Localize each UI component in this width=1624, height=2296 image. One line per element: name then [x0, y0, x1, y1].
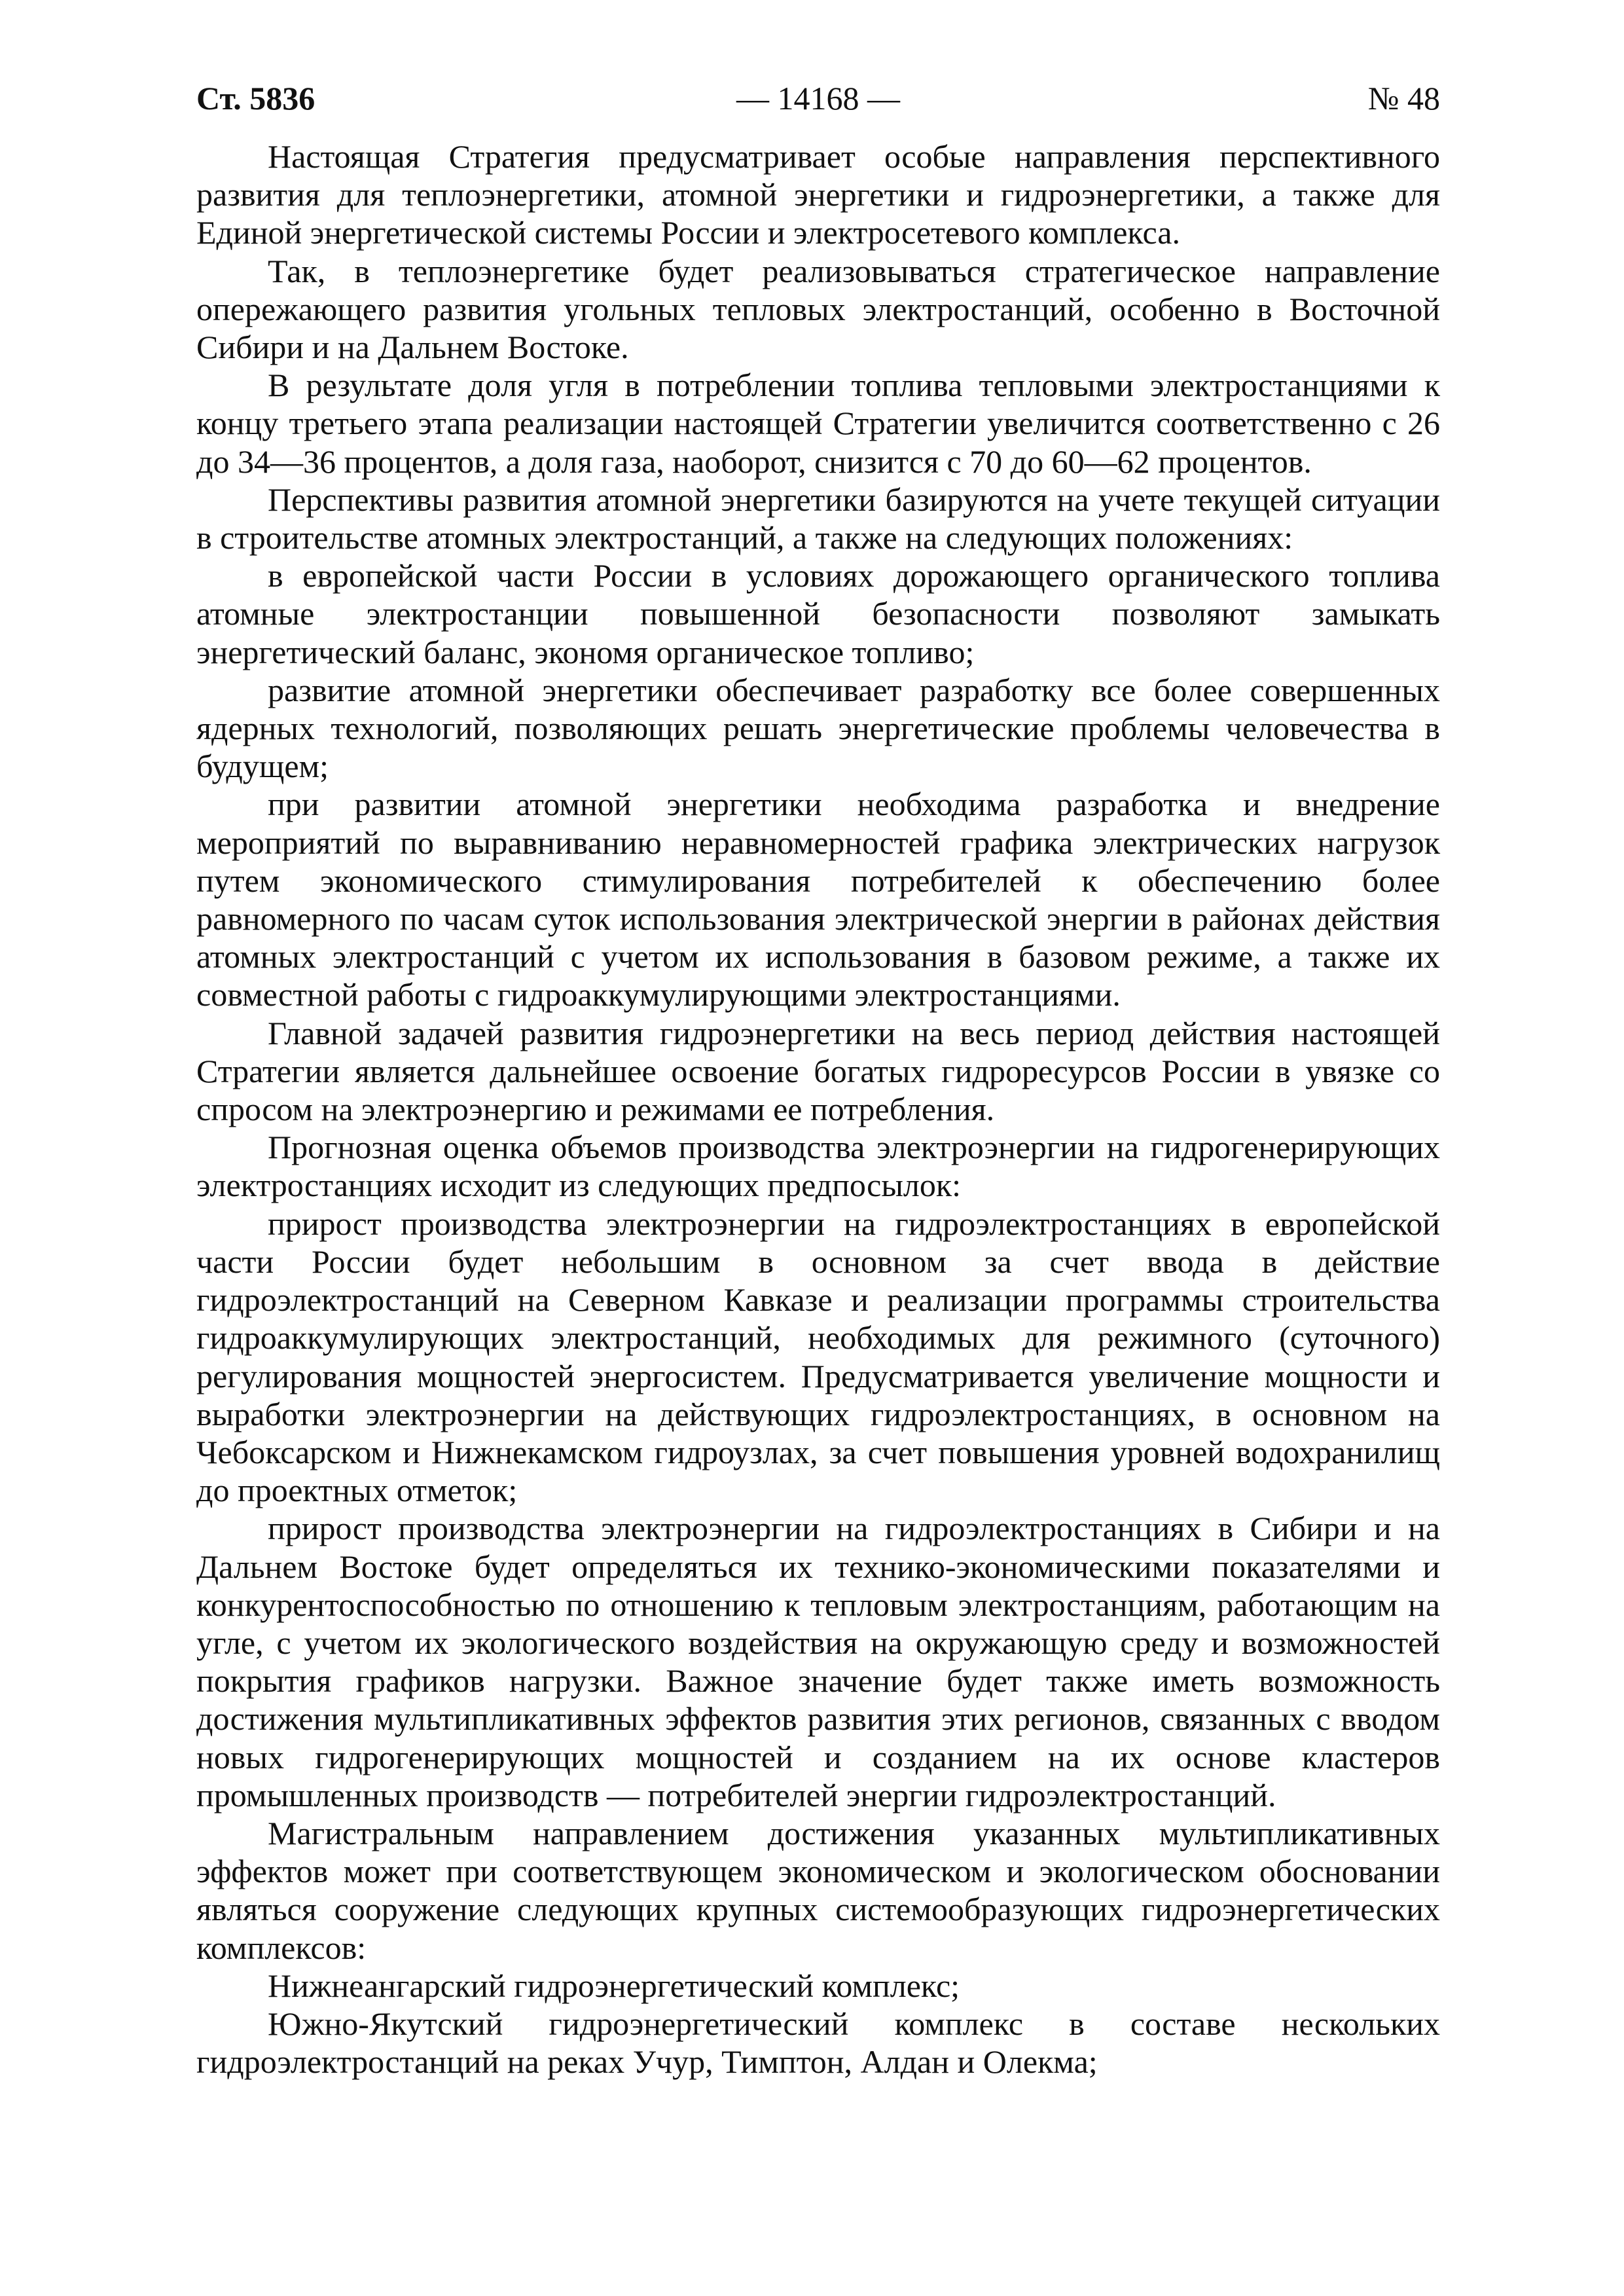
- paragraph: В результате доля угля в потреблении топлива тепловыми электростанциями к концу третьего этапа реализации настоящей Стратегии увеличится соответственно с 26 до 34—36 процентов, а доля газа, наоборот, снизится с 70 до 60—62 процентов.: [196, 367, 1440, 480]
- paragraph: Главной задачей развития гидроэнергетики на весь период действия настоящей Стратегии является дальнейшее освоение богатых гидроресурсов России в увязке со спросом на электроэнергию и режимами ее потребления.: [196, 1014, 1440, 1128]
- paragraph: Настоящая Стратегия предусматривает особые направления перспективного развития для теплоэнергетики, атомной энергетики и гидроэнергетики, а также для Единой энергетической системы России и электросетевого комплекса.: [196, 138, 1440, 251]
- list-item: развитие атомной энергетики обеспечивает разработку все более совершенных ядерных технологий, позволяющих решать энергетические проблемы человечества в будущем;: [196, 671, 1440, 785]
- list-item: при развитии атомной энергетики необходима разработка и внедрение мероприятий по выравниванию неравномерностей графика электрических нагрузок путем экономического стимулирования потребителей к обеспечению более равномерного по часам суток использования электрической энергии в районах действия атомных электростанций с учетом их использования в базовом режиме, а также их совместной работы с гидроаккумулирующими электростанциями.: [196, 786, 1440, 1013]
- paragraph: Магистральным направлением достижения указанных мультипликативных эффектов может при соответствующем экономическом и экологическом обосновании являться сооружение следующих крупных системообразующих гидроэнергетических комплексов:: [196, 1814, 1440, 1966]
- list-item: прирост производства электроэнергии на гидроэлектростанциях в европейской части России будет небольшим в основном за счет ввода в действие гидроэлектростанций на Северном Кавказе и реализации программы строительства гидроаккумулирующих электростанций, необходимых для режимного (суточного) регулирования мощностей энергосистем. Предусматривается увеличение мощности и выработки электроэнергии на действующих гидроэлектростанциях, в основном на Чебоксарском и Нижнекамском гидроузлах, за счет повышения уровней водохранилищ до проектных отметок;: [196, 1205, 1440, 1509]
- article-number: Ст. 5836: [196, 80, 316, 117]
- document-body: [196, 137, 1440, 2081]
- page-header: [196, 65, 1440, 137]
- document-page: [196, 65, 1440, 2081]
- list-item: Нижнеангарский гидроэнергетический комплекс;: [268, 1967, 960, 2004]
- issue-number: № 48: [1367, 80, 1440, 117]
- paragraph: Прогнозная оценка объемов производства электроэнергии на гидрогенерирующих электростанциях исходит из следующих предпосылок:: [196, 1129, 1440, 1204]
- paragraph: Так, в теплоэнергетике будет реализовываться стратегическое направление опережающего развития угольных тепловых электростанций, особенно в Восточной Сибири и на Дальнем Востоке.: [196, 252, 1440, 366]
- list-item: Южно-Якутский гидроэнергетический комплекс в составе нескольких гидроэлектростанций на реках Учур, Тимптон, Алдан и Олекма;: [196, 2005, 1440, 2081]
- list-item: прирост производства электроэнергии на гидроэлектростанциях в Сибири и на Дальнем Востоке будет определяться их технико-экономическими показателями и конкурентоспособностью по отношению к тепловым электростанциям, работающим на угле, с учетом их экологического воздействия на окружающую среду и возможностей покрытия графиков нагрузки. Важное значение будет также иметь возможность достижения мультипликативных эффектов развития этих регионов, связанных с вводом новых гидрогенерирующих мощностей и созданием на их основе кластеров промышленных производств — потребителей энергии гидроэлектростанций.: [196, 1510, 1440, 1813]
- list-item: в европейской части России в условиях дорожающего органического топлива атомные электростанции повышенной безопасности позволяют замыкать энергетический баланс, экономя органическое топливо;: [196, 557, 1440, 670]
- paragraph: Перспективы развития атомной энергетики базируются на учете текущей ситуации в строительстве атомных электростанций, а также на следующих положениях:: [196, 481, 1440, 556]
- page-number: — 14168 —: [736, 80, 900, 117]
